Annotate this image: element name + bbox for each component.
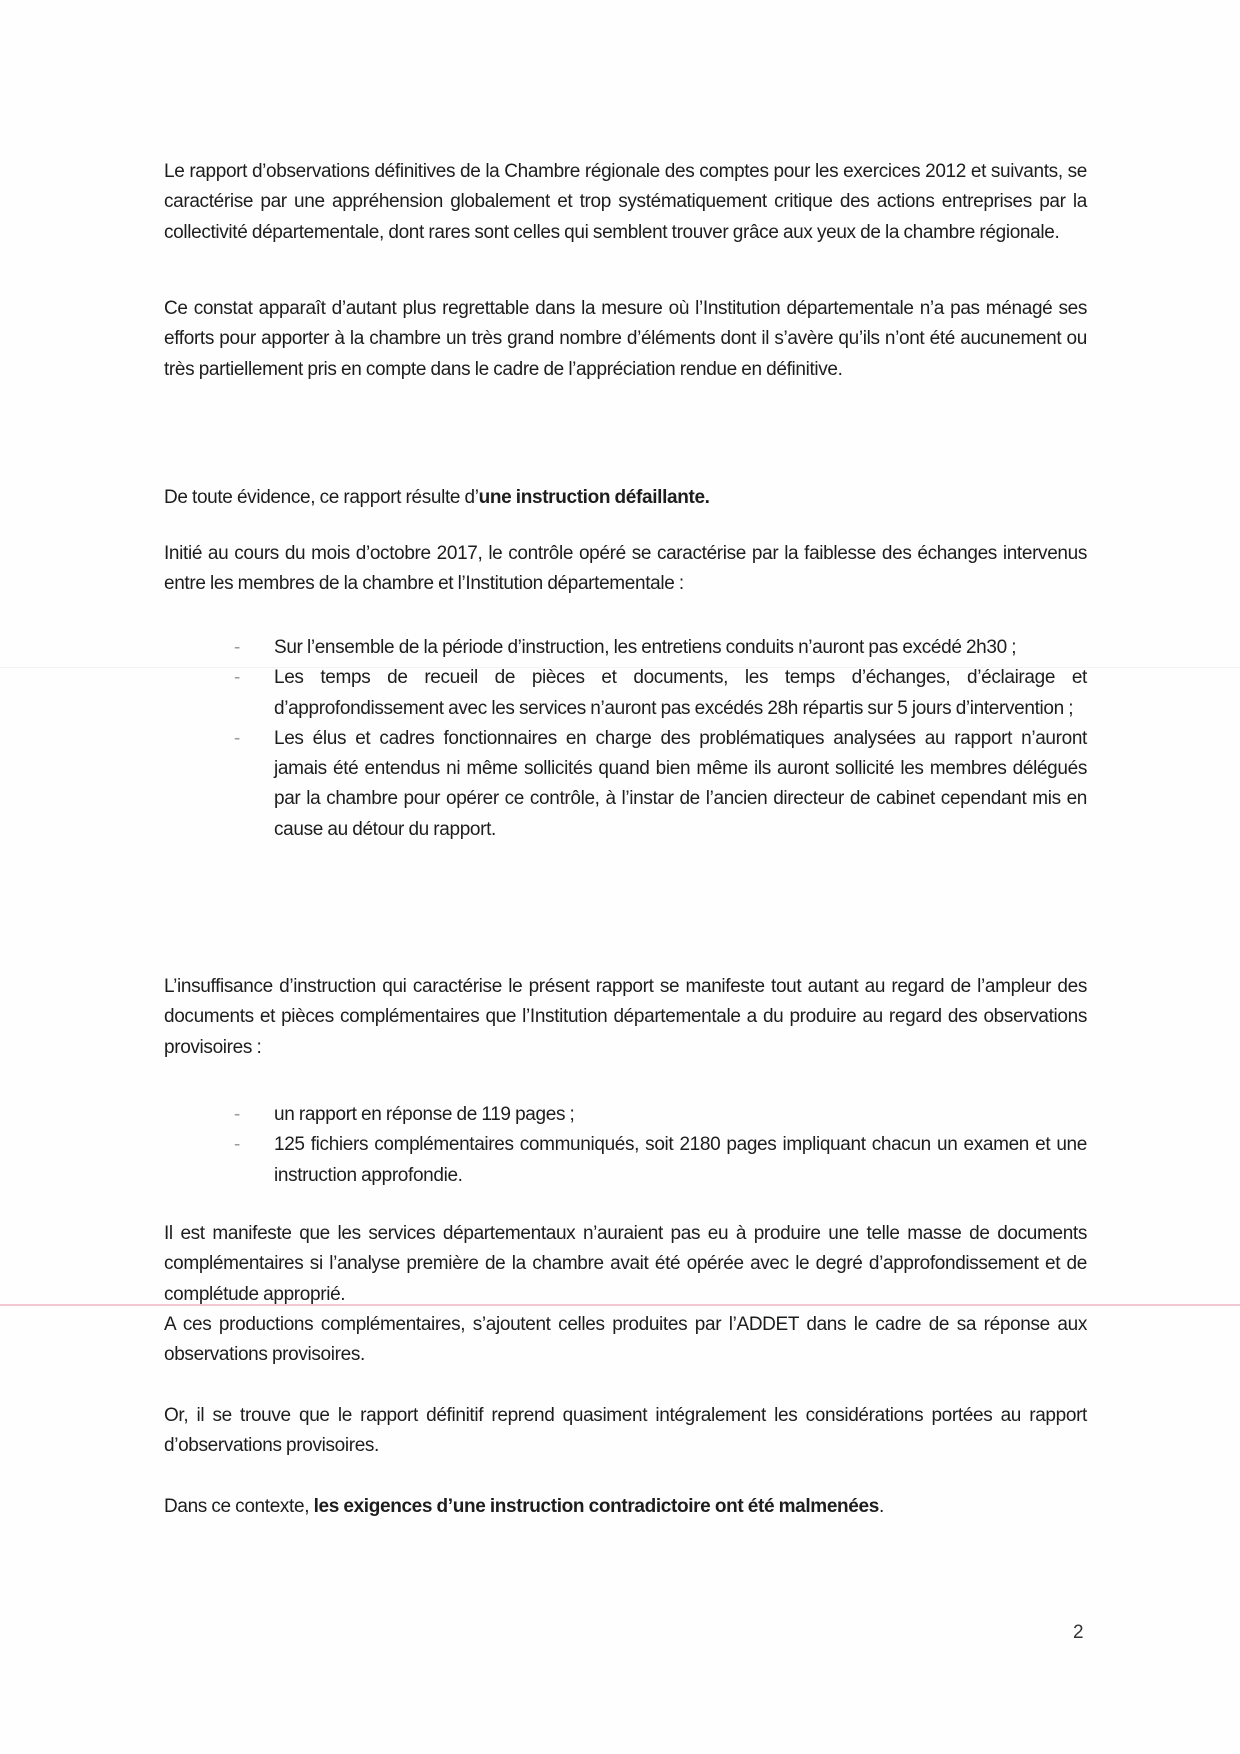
paragraph-4 xyxy=(164,539,1087,600)
list-item xyxy=(234,663,1087,724)
paragraph-text: A ces productions complémentaires, s’ajoutent celles produites par l’ADDET dans le cadre de sa réponse aux observations provisoires. xyxy=(164,1313,1087,1366)
emphasis-text: les exigences d’une instruction contradictoire ont été malmenées xyxy=(313,1496,879,1517)
paragraph-9 xyxy=(164,1492,1087,1522)
emphasis-text: une instruction défaillante. xyxy=(478,487,710,508)
paragraph-text: Initié au cours du mois d’octobre 2017, le contrôle opéré se caractérise par la faiblesse des échanges intervenus entre les membres de la chambre et l’Institution départementale : xyxy=(164,543,1087,595)
page-number: 2 xyxy=(1073,1622,1084,1643)
paragraph-3 xyxy=(164,483,1087,513)
paragraph-2 xyxy=(164,294,1087,385)
paragraph-text: Le rapport d’observations définitives de la Chambre régionale des comptes pour les exercices 2012 et suivants, se caractérise par une appréhension globalement et trop systématiquement critique des actions entreprises par la collectivité départementale, dont rares sont celles qui semblent trouver grâce aux yeux de la chambre régionale. xyxy=(164,161,1087,243)
paragraph-text: Dans ce contexte, xyxy=(164,1496,314,1517)
list-item-text: Les élus et cadres fonctionnaires en charge des problématiques analysées au rapport n’auront jamais été entendus ni même sollicités quand bien même ils auront sollicité les membres délégués par la chambre pour opérer ce contrôle, à l’instar de l’ancien directeur de cabinet cependant mis en cause au détour du rapport. xyxy=(274,727,1087,840)
list-item xyxy=(234,1100,1087,1130)
paragraph-1 xyxy=(164,157,1087,248)
dash-bullet-icon: - xyxy=(234,1104,240,1125)
list-item-text: Les temps de recueil de pièces et documents, les temps d’échanges, d’éclairage et d’approfondissement avec les services n’auront pas excédés 28h répartis sur 5 jours d’intervention ; xyxy=(274,667,1087,719)
paragraph-text: De toute évidence, ce rapport résulte d’ xyxy=(164,487,479,508)
dash-bullet-icon: - xyxy=(234,727,240,749)
dash-bullet-icon: - xyxy=(234,637,240,658)
paragraph-text: Or, il se trouve que le rapport définitif reprend quasiment intégralement les considérations portées au rapport d’observations provisoires. xyxy=(164,1405,1087,1457)
list-item xyxy=(234,1130,1087,1191)
paragraph-text: Il est manifeste que les services départementaux n’auraient pas eu à produire une telle masse de documents complémentaires si l’analyse première de la chambre avait été opérée avec le degré d’approfondissement et de complétude approprié. xyxy=(164,1223,1087,1305)
paragraph-6 xyxy=(164,1219,1087,1370)
paragraph-5 xyxy=(164,972,1087,1063)
list-item xyxy=(234,633,1087,663)
paragraph-text: L’insuffisance d’instruction qui caractérise le présent rapport se manifeste tout autant au regard de l’ampleur des documents et pièces complémentaires que l’Institution départementale a du produire au regard des observations provisoires : xyxy=(164,976,1087,1058)
documents-produced-list xyxy=(234,1100,1087,1191)
list-item-text: un rapport en réponse de 119 pages ; xyxy=(274,1104,575,1125)
paragraph-text: . xyxy=(878,1496,884,1517)
list-item xyxy=(234,724,1087,845)
paragraph-8 xyxy=(164,1401,1087,1462)
list-item-text: 125 fichiers complémentaires communiqués, soit 2180 pages impliquant chacun un examen et une instruction approfondie. xyxy=(274,1134,1087,1186)
dash-bullet-icon: - xyxy=(234,667,240,689)
dash-bullet-icon: - xyxy=(234,1134,240,1156)
list-item-text: Sur l’ensemble de la période d’instruction, les entretiens conduits n’auront pas excédé 2h30 ; xyxy=(274,637,1017,658)
interview-facts-list xyxy=(234,633,1087,845)
paragraph-text: Ce constat apparaît d’autant plus regrettable dans la mesure où l’Institution départementale n’a pas ménagé ses efforts pour apporter à la chambre un très grand nombre d’éléments dont il s’avère qu’ils n’ont été aucunement ou très partiellement pris en compte dans le cadre de l’appréciation rendue en définitive. xyxy=(164,298,1087,380)
